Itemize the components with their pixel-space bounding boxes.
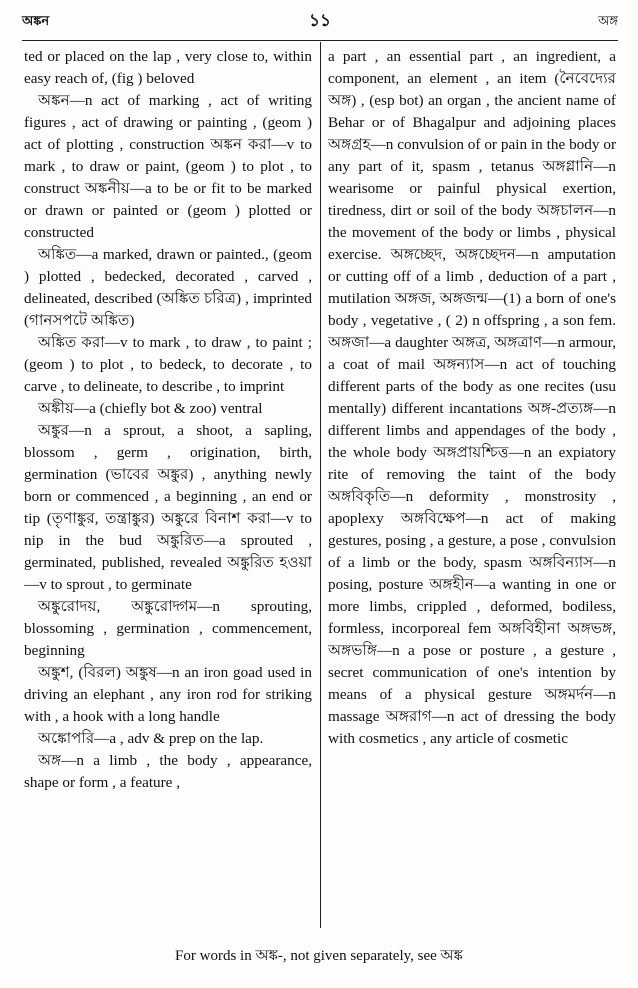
dictionary-entry: অঙ্কন—n act of marking , act of writing figures , act of drawing or painting , (geom ) act of plotting , construction অঙ্কন করা—v to mark , to draw or paint, (geom ) to plot , to construct অঙ্কনীয়—a to be or fit to be marked or drawn or painted or (geom ) plotted or constructed [24,92,312,241]
dictionary-entry: অঙ্কিত করা—v to mark , to draw , to paint ; (geom ) to plot , to bedeck, to decorate , to carve , to delineate, to describe , to imprint [24,334,312,395]
dictionary-entry: অঙ্কিত—a marked, drawn or painted., (geom ) plotted , bedecked, decorated , carved , delineated, described (অঙ্কিত চরিত্র) , imprinted (গানসপটে অঙ্কিত) [24,246,312,329]
page-header [22,6,618,34]
page-footer-note: For words in অঙ্ক-, not given separately, see অঙ্ক [175,948,463,964]
entry-continuation: a part , an essential part , an ingredient, a component, an element , an item (নৈবেদ্যের অঙ্গ) , (esp bot) an organ , the ancient name of Behar or of Bhagalpur and adjoining places অঙ্গগ্রহ—n convulsion of or pain in the body or any part of it, spasm , tetanus অঙ্গগ্লানি—n wearisome or painful physical exertion, tiredness, dirt or soil of the body অঙ্গচালন—n the movement of the body or limbs , physical exercise. অঙ্গচ্ছেদ, অঙ্গচ্ছেদন—n amputation or cutting off of a limb , deduction of a part , mutilation অঙ্গজ, অঙ্গজন্ম—(1) a born of one's body , vegetative , ( 2) n offspring , a son fem. অঙ্গজা—a daughter অঙ্গত্র, অঙ্গত্রাণ—n armour, a coat of mail অঙ্গন্যাস—n act of touching different parts of the body as one recites (usu mentally) different incantations অঙ্গ-প্রত্যঙ্গ—n different limbs and appendages of the body , the whole body অঙ্গপ্রায়শ্চিত্ত—n an expiatory rite of removing the taint of the body অঙ্গবিকৃতি—n deformity , monstrosity , apoplexy অঙ্গবিক্ষেপ—n act of making gestures, posing , a gesture, a pose , convulsion of a limb or the body, spasm অঙ্গবিন্যাস—n posing, posture অঙ্গহীন—a wanting in one or more limbs, crippled , deformed, bodiless, formless, incorporeal fem অঙ্গবিহীনা অঙ্গভঙ্গ, অঙ্গভঙ্গি—n a pose or posture , a gesture , secret communication of one's intention by means of a physical gesture অঙ্গমর্দন—n massage অঙ্গরাগ—n act of dressing the body with cosmetics , any article of cosmetic [328,48,616,747]
header-guide-word-left: অঙ্কন [22,14,50,29]
dictionary-entry: অঙ্কুশ, (বিরল) অঙ্কুষ—n an iron goad used in driving an elephant , any iron rod for striking with , a hook with a long handle [24,664,312,725]
dictionary-entry: অঙ্কীয়—a (chiefly bot & zoo) ventral [38,400,263,417]
page-number: ১১ [308,11,332,31]
dictionary-entry: অঙ্কুরোদয়, অঙ্কুরোদ্গম—n sprouting, blossoming , germination , commencement, beginning [24,598,312,659]
column-divider [320,42,321,928]
entry-continuation: ted or placed on the lap , very close to, within easy reach of, (fig ) beloved [24,48,312,87]
dictionary-entry: অঙ্কোপরি—a , adv & prep on the lap. [38,730,264,747]
dictionary-entry: অঙ্কুর—n a sprout, a shoot, a sapling, blossom , germ , origination, birth, germination (ভাবের অঙ্কুর) , anything newly born or commenced , a beginning , an end or tip (তৃণাঙ্কুর, তন্ত্রাঙ্কুর) অঙ্কুরে বিনাশ করা—v to nip in the bud অঙ্কুরিত—a sprouted , germinated, published, revealed অঙ্কুরিত হওয়া—v to sprout , to germinate [24,422,312,593]
right-column [328,46,616,931]
header-guide-word-right: অঙ্গ [598,14,618,29]
dictionary-entry: অঙ্গ—n a limb , the body , appearance, shape or form , a feature , [24,752,312,791]
header-rule [22,40,618,41]
left-column [24,46,312,931]
